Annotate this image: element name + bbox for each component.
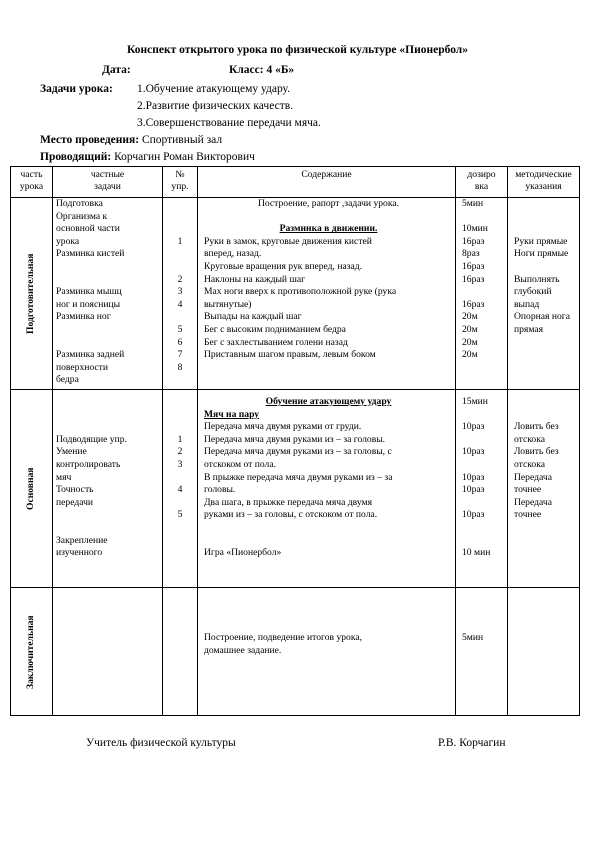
dose-cell: [456, 588, 508, 716]
cell-line: 10раз: [462, 471, 485, 483]
cell-line: Организма к: [56, 210, 108, 222]
cell-line: [462, 535, 505, 548]
table-row: [11, 390, 580, 588]
cell-line: Руки в замок, круговые движения кистей: [204, 235, 372, 247]
cell-line: точнее: [514, 484, 542, 496]
cell-line: [165, 211, 195, 224]
number-cell: [163, 588, 198, 716]
cell-line: 5: [177, 323, 183, 335]
table-row: [11, 588, 580, 716]
cell-line: 7: [177, 349, 183, 361]
cell-line: [462, 434, 505, 447]
place-line: [40, 134, 222, 146]
cell-line: глубокий: [514, 286, 552, 298]
cell-line: Передача: [514, 496, 552, 508]
private-tasks-cell: [53, 588, 163, 716]
cell-line: Приставным шагом правым, левым боком: [204, 349, 376, 361]
cell-line: 16раз: [462, 273, 485, 285]
method-cell: [508, 198, 580, 390]
header-part: [11, 167, 53, 198]
cell-line: [56, 509, 160, 522]
cell-line: Круговые вращения рук вперед, назад.: [204, 260, 363, 272]
cell-line: дозиро: [467, 169, 496, 180]
cell-line: 2: [177, 273, 183, 285]
dose-cell: [456, 390, 508, 588]
task-item: 3.Совершенствование передачи мяча.: [137, 117, 321, 129]
cell-line: Выполнять: [514, 273, 560, 285]
cell-line: Два шага, в прыжке передача мяча двумя: [204, 496, 373, 508]
cell-line: 10раз: [462, 421, 485, 433]
cell-line: В прыжке передача мяча двумя руками из – за: [204, 471, 393, 483]
header-private-tasks: [53, 167, 163, 198]
cell-line: [514, 396, 577, 409]
cell-line: 10раз: [462, 509, 485, 521]
cell-line: [56, 261, 160, 274]
cell-line: 20м: [462, 336, 478, 348]
content-cell: [198, 390, 456, 588]
cell-line: [462, 409, 505, 422]
cell-line: выпад: [514, 298, 540, 310]
header-content: Содержание: [198, 167, 456, 198]
cell-line: [462, 211, 505, 224]
part-label: Основная: [25, 467, 37, 510]
cell-line: прямая: [514, 323, 544, 335]
cell-line: руками из – за головы, с отскоком от пола.: [204, 509, 378, 521]
cell-line: Разминка кистей: [56, 248, 125, 260]
cell-line: Ноги прямые: [514, 248, 569, 260]
cell-line: Подготовка: [56, 198, 103, 209]
cell-line: Построение, подведение итогов урока,: [204, 632, 363, 643]
cell-line: 10раз: [462, 446, 485, 458]
cell-line: 4: [177, 298, 183, 310]
cell-line: [462, 286, 505, 299]
cell-line: Подводящие упр.: [56, 433, 127, 445]
private-tasks-cell: [53, 198, 163, 390]
place-value: Спортивный зал: [141, 134, 223, 146]
cell-line: [165, 223, 195, 236]
cell-line: Разминка ног: [56, 311, 111, 323]
cell-line: 1: [177, 433, 183, 445]
private-tasks-cell: [53, 390, 163, 588]
cell-line: отскоком от пола.: [204, 458, 276, 470]
cell-line: Ловить без: [514, 446, 559, 458]
cell-line: Построение, рапорт ,задачи урока.: [257, 198, 400, 209]
cell-line: [165, 311, 195, 324]
cell-line: [56, 274, 160, 287]
cell-line: Точность: [56, 484, 94, 496]
cell-line: 3: [177, 286, 183, 298]
cell-line: Передача мяча двумя руками из – за головы, с: [204, 446, 392, 458]
cell-line: [514, 198, 577, 211]
cell-line: [165, 198, 195, 211]
cell-line: [165, 497, 195, 510]
cell-line: 5мин: [462, 632, 484, 643]
part-label: Заключительная: [25, 614, 37, 689]
cell-line: Опорная нога: [514, 311, 570, 323]
cell-line: отскока: [514, 458, 545, 470]
cell-line: [204, 211, 453, 224]
cell-line: контролировать: [56, 458, 121, 470]
cell-line: [514, 261, 577, 274]
number-cell: [163, 198, 198, 390]
cell-line: 1: [177, 235, 183, 247]
cell-line: Разминка мышц: [56, 286, 122, 298]
cell-line: 20м: [462, 349, 478, 361]
cell-line: [165, 248, 195, 261]
cell-line: Разминка задней: [56, 349, 125, 361]
cell-line: вка: [474, 181, 489, 192]
header-method: [508, 167, 580, 198]
cell-line: [165, 396, 195, 409]
part-cell: [11, 390, 53, 588]
teacher-value: Корчагин Роман Викторович: [114, 151, 255, 163]
cell-line: мяч: [56, 471, 72, 483]
part-label: Подготовительная: [25, 253, 37, 334]
cell-line: основной части: [56, 223, 120, 235]
cell-line: частные: [90, 169, 125, 180]
cell-line: [56, 324, 160, 337]
teacher-line: [40, 151, 255, 163]
cell-line: ног и поясницы: [56, 298, 121, 310]
cell-line: поверхности: [56, 361, 109, 373]
cell-line: [56, 396, 160, 409]
cell-line: методические: [515, 169, 572, 180]
cell-line: урока: [56, 235, 80, 247]
cell-line: Мах ноги вверх к противоположной руке (рука: [204, 286, 397, 298]
cell-line: передачи: [56, 496, 94, 508]
cell-line: №: [175, 169, 185, 180]
method-cell: [508, 390, 580, 588]
cell-line: урока: [19, 181, 44, 192]
cell-line: Мяч на пару: [204, 408, 260, 420]
part-cell: [11, 198, 53, 390]
cell-line: Передача мяча двумя руками от груди.: [204, 421, 362, 433]
cell-line: изученного: [56, 547, 103, 559]
cell-line: [56, 522, 160, 535]
date-label: Дата:: [102, 64, 131, 76]
cell-line: Разминка в движении.: [279, 223, 378, 235]
cell-line: отскока: [514, 433, 545, 445]
cell-line: [204, 535, 453, 548]
cell-line: 10раз: [462, 484, 485, 496]
cell-line: вперед, назад.: [204, 248, 262, 260]
cell-line: [514, 223, 577, 236]
place-label: Место проведения:: [40, 134, 140, 146]
content-cell: [198, 588, 456, 716]
cell-line: головы.: [204, 484, 236, 496]
cell-line: [56, 421, 160, 434]
cell-line: Бег с высоким подниманием бедра: [204, 323, 346, 335]
cell-line: Передача мяча двумя руками из – за головы.: [204, 433, 386, 445]
cell-line: 10мин: [462, 223, 488, 235]
task-item: 2.Развитие физических качеств.: [137, 100, 294, 112]
cell-line: вытянутые): [204, 298, 252, 310]
cell-line: домашнее задание.: [204, 644, 282, 656]
cell-line: бедра: [56, 374, 79, 386]
cell-line: 5: [177, 509, 183, 521]
cell-line: [165, 421, 195, 434]
cell-line: 20м: [462, 311, 478, 323]
cell-line: 16раз: [462, 260, 485, 272]
cell-line: задачи: [94, 181, 121, 192]
cell-line: Ловить без: [514, 421, 559, 433]
cell-line: [462, 522, 505, 535]
table-header-row: [11, 167, 580, 198]
cell-line: Руки прямые: [514, 235, 568, 247]
content-cell: [198, 198, 456, 390]
cell-line: 5мин: [462, 198, 484, 209]
cell-line: [56, 337, 160, 350]
header-number: [163, 167, 198, 198]
cell-line: 15мин: [462, 396, 488, 407]
cell-line: Передача: [514, 471, 552, 483]
table-row: [11, 198, 580, 390]
header-dose: [456, 167, 508, 198]
teacher-label: Проводящий:: [40, 151, 112, 163]
cell-line: [462, 459, 505, 472]
cell-line: Умение: [56, 446, 87, 458]
cell-line: [165, 409, 195, 422]
cell-line: упр.: [171, 181, 189, 192]
cell-line: [165, 261, 195, 274]
dose-cell: [456, 198, 508, 390]
cell-line: Бег с захлестыванием голени назад: [204, 336, 348, 348]
cell-line: Выпады на каждый шаг: [204, 311, 302, 323]
number-cell: [163, 390, 198, 588]
page-title: Конспект открытого урока по физической культуре «Пионербол»: [126, 44, 469, 56]
cell-line: точнее: [514, 509, 542, 521]
cell-line: 16раз: [462, 235, 485, 247]
cell-line: [514, 211, 577, 224]
cell-line: [165, 472, 195, 485]
method-cell: [508, 588, 580, 716]
cell-line: часть: [20, 169, 43, 180]
footer-role: Учитель физической культуры: [86, 737, 236, 749]
lesson-plan-table: [10, 166, 580, 716]
task-item: 1.Обучение атакующему удару.: [137, 83, 291, 95]
cell-line: [514, 409, 577, 422]
cell-line: 16раз: [462, 298, 485, 310]
cell-line: 8раз: [462, 248, 480, 260]
tasks-label: Задачи урока:: [40, 83, 113, 95]
cell-line: 4: [177, 484, 183, 496]
cell-line: 3: [177, 458, 183, 470]
cell-line: Наклоны на каждый шаг: [204, 273, 306, 285]
cell-line: 8: [177, 361, 183, 373]
cell-line: [204, 522, 453, 535]
cell-line: 2: [177, 446, 183, 458]
cell-line: Закрепление: [56, 534, 108, 546]
cell-line: 10 мин: [462, 547, 491, 559]
part-cell: [11, 588, 53, 716]
cell-line: [462, 497, 505, 510]
footer-name: Р.В. Корчагин: [438, 737, 506, 749]
cell-line: Игра «Пионербол»: [204, 547, 282, 559]
cell-line: указания: [525, 181, 562, 192]
class-label: Класс: 4 «Б»: [229, 64, 295, 76]
cell-line: 20м: [462, 323, 478, 335]
cell-line: 6: [177, 336, 183, 348]
cell-line: [56, 409, 160, 422]
cell-line: Обучение атакующему удару: [265, 396, 392, 407]
